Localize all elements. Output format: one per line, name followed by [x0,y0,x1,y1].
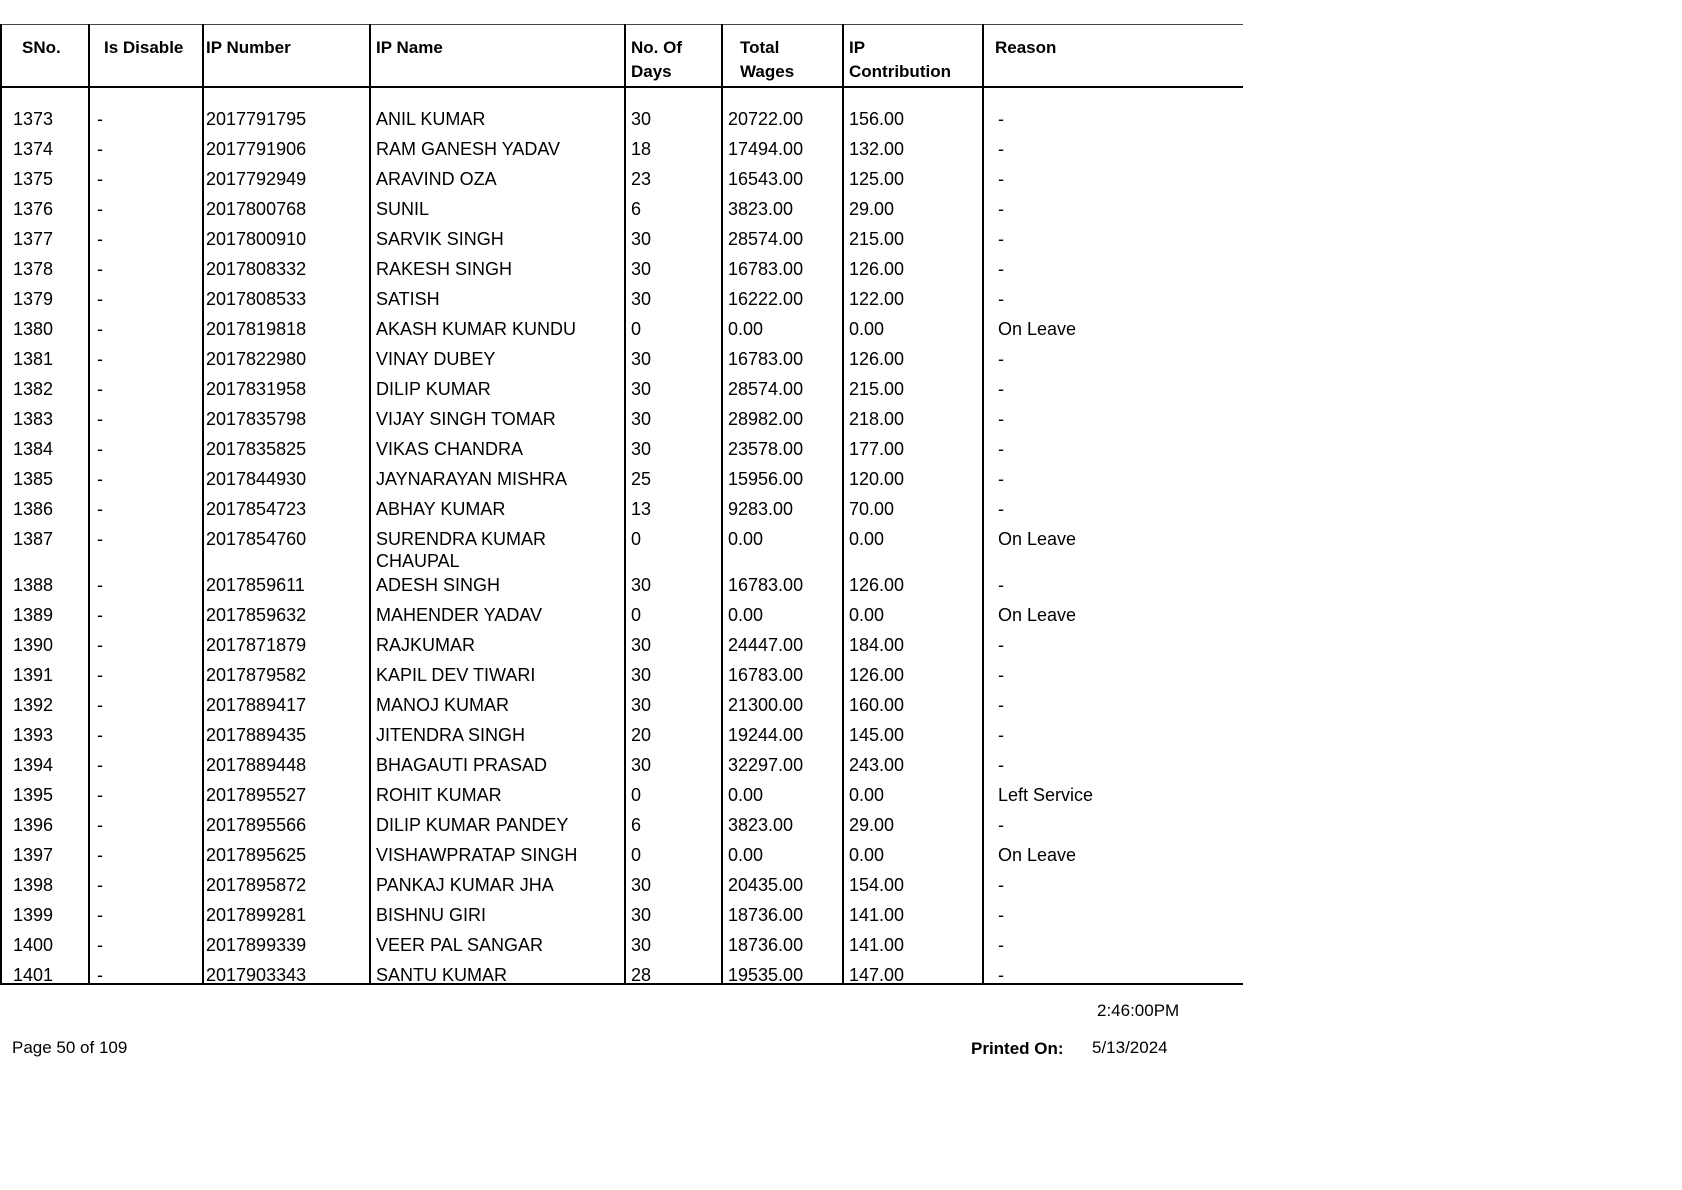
cell-reason: - [998,349,1004,369]
cell-total-wages: 28574.00 [728,229,804,249]
cell-sno: 1387 [13,529,54,549]
cell-is-disable: - [97,259,103,279]
cell-sno: 1385 [13,469,54,489]
cell-total-wages: 17494.00 [728,139,804,159]
cell-ip-number: 2017822980 [206,349,307,369]
cell-is-disable: - [97,409,103,429]
header-ip-name: IP Name [376,38,443,57]
cell-reason: - [998,199,1004,219]
cell-reason: - [998,409,1004,429]
cell-ip-contribution: 70.00 [849,499,895,519]
table-row [0,438,1243,468]
cell-no-of-days: 30 [631,409,652,429]
cell-is-disable: - [97,695,103,715]
cell-ip-number: 2017791795 [206,109,307,129]
cell-reason: On Leave [998,845,1077,865]
cell-ip-name: VINAY DUBEY [376,349,496,369]
cell-ip-name: SUNIL [376,199,430,219]
cell-sno: 1401 [13,965,54,985]
cell-ip-number: 2017899339 [206,935,307,955]
cell-total-wages: 16783.00 [728,259,804,279]
cell-reason: - [998,665,1004,685]
header-sno: SNo. [22,38,61,57]
cell-no-of-days: 28 [631,965,652,985]
cell-ip-name: PANKAJ KUMAR JHA [376,875,554,895]
cell-total-wages: 23578.00 [728,439,804,459]
cell-ip-number: 2017895872 [206,875,307,895]
cell-ip-name: SANTU KUMAR [376,965,508,985]
cell-total-wages: 24447.00 [728,635,804,655]
cell-reason: - [998,379,1004,399]
cell-is-disable: - [97,529,103,549]
cell-ip-number: 2017835825 [206,439,307,459]
cell-sno: 1378 [13,259,54,279]
cell-no-of-days: 23 [631,169,652,189]
cell-sno: 1375 [13,169,54,189]
cell-ip-name: ADESH SINGH [376,575,501,595]
cell-total-wages: 18736.00 [728,935,804,955]
cell-no-of-days: 0 [631,319,642,339]
table-row [0,754,1243,784]
cell-sno: 1396 [13,815,54,835]
cell-is-disable: - [97,905,103,925]
cell-total-wages: 19535.00 [728,965,804,985]
cell-total-wages: 28982.00 [728,409,804,429]
cell-ip-name: SATISH [376,289,440,309]
cell-ip-name: JAYNARAYAN MISHRA [376,469,568,489]
cell-ip-contribution: 145.00 [849,725,905,745]
cell-total-wages: 0.00 [728,605,764,625]
cell-ip-contribution: 177.00 [849,439,905,459]
cell-reason: - [998,109,1004,129]
cell-ip-number: 2017889435 [206,725,307,745]
cell-is-disable: - [97,725,103,745]
cell-is-disable: - [97,575,103,595]
cell-total-wages: 0.00 [728,785,764,805]
cell-ip-contribution: 126.00 [849,259,905,279]
cell-no-of-days: 30 [631,289,652,309]
cell-ip-name: MAHENDER YADAV [376,605,543,625]
cell-total-wages: 16222.00 [728,289,804,309]
cell-sno: 1388 [13,575,54,595]
cell-total-wages: 20722.00 [728,109,804,129]
cell-is-disable: - [97,379,103,399]
header-no-of-days-line2: Days [631,62,672,81]
cell-total-wages: 0.00 [728,319,764,339]
cell-total-wages: 0.00 [728,845,764,865]
cell-ip-contribution: 160.00 [849,695,905,715]
table-row [0,814,1243,844]
cell-is-disable: - [97,349,103,369]
cell-sno: 1392 [13,695,54,715]
cell-sno: 1390 [13,635,54,655]
table-row [0,694,1243,724]
cell-is-disable: - [97,229,103,249]
cell-reason: - [998,169,1004,189]
cell-no-of-days: 30 [631,575,652,595]
cell-reason: - [998,499,1004,519]
table-row [0,198,1243,228]
cell-sno: 1395 [13,785,54,805]
header-total-wages [740,36,794,84]
cell-is-disable: - [97,965,103,985]
table-row [0,228,1243,258]
cell-total-wages: 16783.00 [728,665,804,685]
cell-ip-name: ROHIT KUMAR [376,785,502,805]
cell-ip-number: 2017800910 [206,229,307,249]
printed-on-date: 5/13/2024 [1092,1038,1168,1057]
table-row [0,664,1243,694]
table-row [0,844,1243,874]
cell-no-of-days: 20 [631,725,652,745]
cell-no-of-days: 0 [631,845,642,865]
cell-is-disable: - [97,755,103,775]
cell-sno: 1382 [13,379,54,399]
cell-is-disable: - [97,845,103,865]
header-reason: Reason [995,38,1057,57]
cell-ip-number: 2017792949 [206,169,307,189]
table-row [0,318,1243,348]
table-row [0,724,1243,754]
cell-ip-contribution: 122.00 [849,289,905,309]
cell-ip-number: 2017854723 [206,499,307,519]
cell-reason: - [998,259,1004,279]
cell-no-of-days: 0 [631,529,642,549]
cell-no-of-days: 30 [631,875,652,895]
cell-ip-contribution: 132.00 [849,139,905,159]
cell-reason: On Leave [998,319,1077,339]
table-row [0,468,1243,498]
table-row [0,138,1243,168]
cell-is-disable: - [97,469,103,489]
cell-is-disable: - [97,139,103,159]
cell-total-wages: 16783.00 [728,575,804,595]
cell-sno: 1376 [13,199,54,219]
cell-total-wages: 16543.00 [728,169,804,189]
table-row [0,964,1243,994]
cell-ip-number: 2017895625 [206,845,307,865]
cell-reason: - [998,575,1004,595]
cell-no-of-days: 30 [631,755,652,775]
cell-no-of-days: 30 [631,439,652,459]
table-row [0,288,1243,318]
cell-sno: 1384 [13,439,54,459]
cell-reason: - [998,905,1004,925]
cell-is-disable: - [97,815,103,835]
cell-sno: 1386 [13,499,54,519]
cell-ip-number: 2017808533 [206,289,307,309]
cell-reason: On Leave [998,605,1077,625]
cell-is-disable: - [97,439,103,459]
printed-on-label: Printed On: [971,1039,1064,1058]
cell-ip-contribution: 218.00 [849,409,905,429]
cell-ip-contribution: 156.00 [849,109,905,129]
cell-total-wages: 9283.00 [728,499,794,519]
cell-sno: 1391 [13,665,54,685]
cell-ip-contribution: 0.00 [849,319,885,339]
cell-no-of-days: 6 [631,199,642,219]
cell-ip-name: ARAVIND OZA [376,169,497,189]
table-row [0,348,1243,378]
cell-reason: - [998,139,1004,159]
cell-ip-name: SARVIK SINGH [376,229,504,249]
cell-ip-contribution: 0.00 [849,605,885,625]
table-row [0,378,1243,408]
cell-is-disable: - [97,289,103,309]
page-number: Page 50 of 109 [12,1038,128,1057]
cell-no-of-days: 30 [631,109,652,129]
header-total-wages-line2: Wages [740,62,795,81]
cell-reason: - [998,965,1004,985]
table-row [0,904,1243,934]
cell-sno: 1374 [13,139,54,159]
cell-ip-contribution: 0.00 [849,845,885,865]
cell-ip-number: 2017871879 [206,635,307,655]
cell-reason: - [998,229,1004,249]
cell-reason: Left Service [998,785,1094,805]
cell-total-wages: 32297.00 [728,755,804,775]
cell-ip-contribution: 215.00 [849,229,905,249]
cell-ip-contribution: 154.00 [849,875,905,895]
cell-is-disable: - [97,109,103,129]
cell-total-wages: 19244.00 [728,725,804,745]
cell-is-disable: - [97,785,103,805]
table-row [0,258,1243,288]
cell-total-wages: 21300.00 [728,695,804,715]
cell-reason: - [998,439,1004,459]
cell-no-of-days: 30 [631,695,652,715]
table-row [0,634,1243,664]
cell-sno: 1380 [13,319,54,339]
cell-no-of-days: 30 [631,905,652,925]
cell-reason: - [998,815,1004,835]
cell-ip-contribution: 215.00 [849,379,905,399]
cell-ip-contribution: 147.00 [849,965,905,985]
cell-sno: 1389 [13,605,54,625]
cell-sno: 1377 [13,229,54,249]
cell-ip-name: RAJKUMAR [376,635,476,655]
cell-ip-number: 2017835798 [206,409,307,429]
cell-ip-name: VISHAWPRATAP SINGH [376,845,578,865]
cell-ip-name: AKASH KUMAR KUNDU [376,319,577,339]
cell-no-of-days: 25 [631,469,652,489]
table-row [0,528,1243,571]
cell-total-wages: 15956.00 [728,469,804,489]
cell-total-wages: 28574.00 [728,379,804,399]
cell-ip-name: MANOJ KUMAR [376,695,510,715]
cell-ip-number: 2017895566 [206,815,307,835]
cell-ip-contribution: 184.00 [849,635,905,655]
cell-is-disable: - [97,665,103,685]
cell-ip-contribution: 29.00 [849,199,895,219]
cell-ip-number: 2017808332 [206,259,307,279]
cell-ip-contribution: 243.00 [849,755,905,775]
cell-ip-name: BISHNU GIRI [376,905,487,925]
cell-ip-number: 2017889417 [206,695,307,715]
cell-reason: - [998,875,1004,895]
cell-no-of-days: 30 [631,665,652,685]
cell-ip-contribution: 120.00 [849,469,905,489]
cell-no-of-days: 0 [631,785,642,805]
cell-sno: 1397 [13,845,54,865]
cell-ip-contribution: 29.00 [849,815,895,835]
cell-ip-number: 2017903343 [206,965,307,985]
table-row [0,784,1243,814]
cell-total-wages: 18736.00 [728,905,804,925]
cell-no-of-days: 30 [631,229,652,249]
cell-ip-contribution: 0.00 [849,529,885,549]
cell-ip-contribution: 126.00 [849,665,905,685]
cell-reason: - [998,469,1004,489]
cell-sno: 1379 [13,289,54,309]
table-row [0,108,1243,138]
cell-reason: - [998,755,1004,775]
cell-ip-name: DILIP KUMAR [376,379,491,399]
cell-is-disable: - [97,935,103,955]
cell-sno: 1393 [13,725,54,745]
cell-ip-contribution: 126.00 [849,575,905,595]
printed-time: 2:46:00PM [1097,1001,1180,1020]
cell-ip-contribution: 141.00 [849,905,905,925]
cell-sno: 1398 [13,875,54,895]
table-row [0,498,1243,528]
cell-ip-name: ABHAY KUMAR [376,499,506,519]
cell-ip-name: SURENDRA KUMAR [376,529,547,549]
cell-no-of-days: 30 [631,635,652,655]
table-top-rule [0,24,1243,25]
cell-ip-number: 2017859632 [206,605,307,625]
cell-no-of-days: 13 [631,499,652,519]
cell-is-disable: - [97,605,103,625]
header-is-disable: Is Disable [104,38,184,57]
cell-ip-name: KAPIL DEV TIWARI [376,665,536,685]
cell-total-wages: 20435.00 [728,875,804,895]
cell-ip-contribution: 125.00 [849,169,905,189]
cell-reason: - [998,935,1004,955]
header-ip-number: IP Number [206,38,291,57]
cell-ip-number: 2017859611 [206,575,305,595]
cell-no-of-days: 0 [631,605,642,625]
cell-is-disable: - [97,875,103,895]
cell-ip-number: 2017899281 [206,905,307,925]
cell-no-of-days: 30 [631,935,652,955]
cell-ip-name: VIJAY SINGH TOMAR [376,409,556,429]
table-row [0,168,1243,198]
cell-ip-number: 2017800768 [206,199,307,219]
cell-ip-name-line2: CHAUPAL [376,551,460,571]
cell-ip-number: 2017895527 [206,785,307,805]
cell-total-wages: 3823.00 [728,199,794,219]
cell-no-of-days: 6 [631,815,642,835]
cell-ip-number: 2017819818 [206,319,307,339]
cell-reason: - [998,725,1004,745]
cell-ip-number: 2017844930 [206,469,307,489]
cell-is-disable: - [97,499,103,519]
cell-ip-contribution: 126.00 [849,349,905,369]
table-row [0,408,1243,438]
cell-is-disable: - [97,635,103,655]
cell-ip-name: DILIP KUMAR PANDEY [376,815,569,835]
cell-sno: 1394 [13,755,54,775]
cell-no-of-days: 30 [631,259,652,279]
header-no-of-days-line1: No. Of [631,38,682,57]
cell-total-wages: 3823.00 [728,815,794,835]
header-total-wages-line1: Total [740,38,780,57]
cell-ip-name: ANIL KUMAR [376,109,486,129]
header-ip-contribution-line1: IP [849,38,866,57]
cell-ip-contribution: 141.00 [849,935,905,955]
table-row [0,574,1243,604]
cell-no-of-days: 18 [631,139,652,159]
cell-reason: - [998,635,1004,655]
header-bottom-rule [0,86,1243,88]
cell-sno: 1383 [13,409,54,429]
table-row [0,874,1243,904]
cell-reason: On Leave [998,529,1077,549]
header-ip-contribution-line2: Contribution [849,62,951,81]
table-row [0,604,1243,634]
cell-sno: 1373 [13,109,54,129]
cell-ip-number: 2017854760 [206,529,307,549]
cell-total-wages: 16783.00 [728,349,804,369]
cell-ip-contribution: 0.00 [849,785,885,805]
cell-ip-number: 2017831958 [206,379,307,399]
cell-no-of-days: 30 [631,349,652,369]
cell-no-of-days: 30 [631,379,652,399]
cell-reason: - [998,695,1004,715]
cell-ip-name: VEER PAL SANGAR [376,935,544,955]
cell-sno: 1400 [13,935,54,955]
cell-sno: 1381 [13,349,54,369]
header-ip-contribution [849,36,951,84]
cell-ip-name: RAM GANESH YADAV [376,139,561,159]
cell-ip-number: 2017791906 [206,139,307,159]
cell-ip-number: 2017889448 [206,755,307,775]
cell-is-disable: - [97,169,103,189]
header-no-of-days [631,36,682,84]
cell-is-disable: - [97,319,103,339]
cell-ip-name: RAKESH SINGH [376,259,513,279]
cell-ip-number: 2017879582 [206,665,307,685]
cell-total-wages: 0.00 [728,529,764,549]
cell-ip-name: VIKAS CHANDRA [376,439,524,459]
cell-ip-name: BHAGAUTI PRASAD [376,755,548,775]
cell-sno: 1399 [13,905,54,925]
cell-reason: - [998,289,1004,309]
cell-ip-name: JITENDRA SINGH [376,725,526,745]
contribution-table [0,24,1243,985]
cell-is-disable: - [97,199,103,219]
table-row [0,934,1243,964]
